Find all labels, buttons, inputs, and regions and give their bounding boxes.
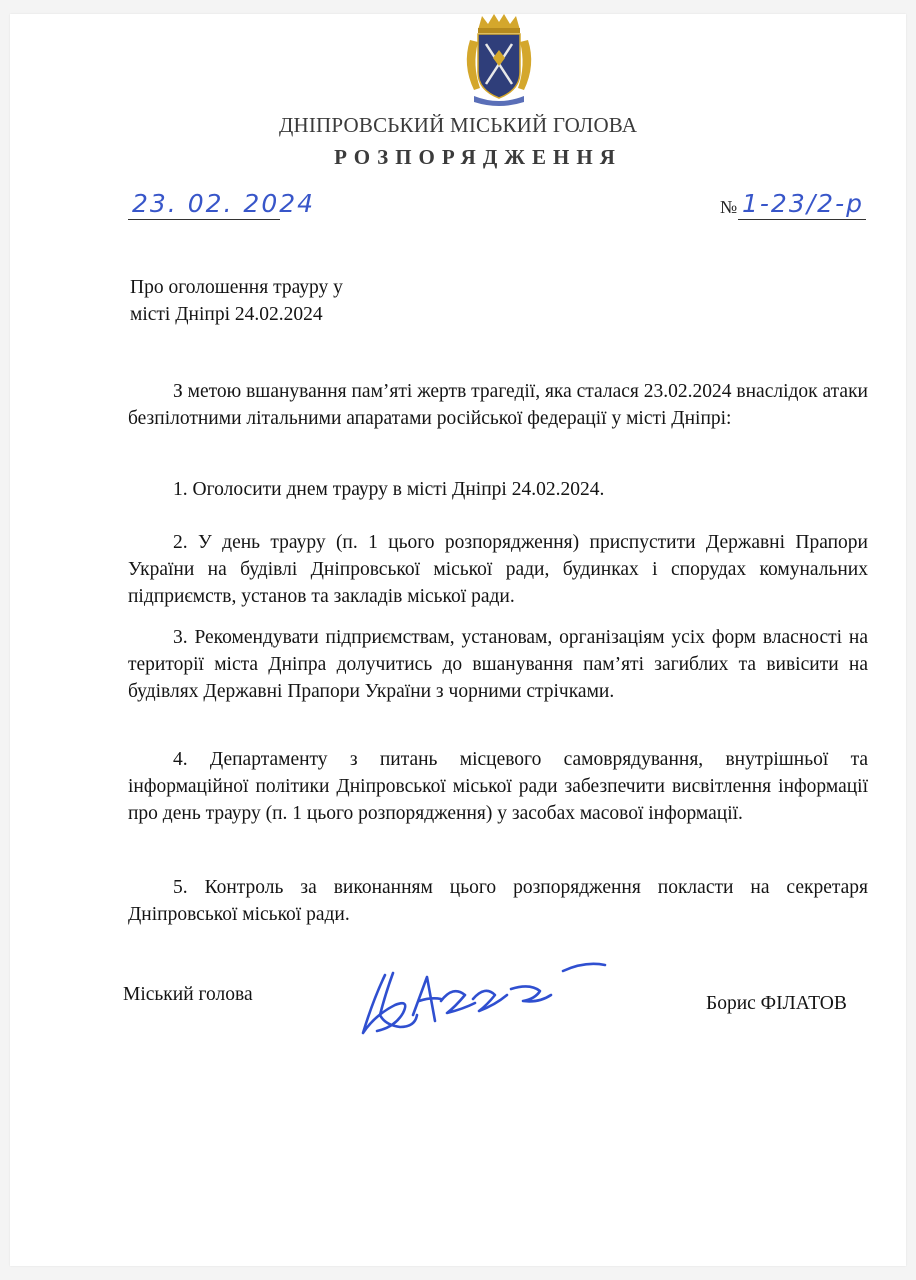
number-underline — [738, 219, 866, 220]
document-type: РОЗПОРЯДЖЕННЯ — [334, 145, 622, 169]
item-3: 3. Рекомендувати підприємствам, установам, організаціям усіх форм власності на території міста Дніпра долучитись до вшанування пам’яті загиблих та вивісити на будівлях Державні Прапори України з чорними стрічками. — [128, 627, 868, 702]
document-subject — [130, 274, 343, 328]
signatory-name: Борис ФІЛАТОВ — [706, 993, 847, 1014]
dnipro-coat-of-arms-icon — [458, 10, 540, 108]
item-2: 2. У день трауру (п. 1 цього розпорядження) приспустити Державні Прапори України на будівлі Дніпровської міської ради, будинках і спорудах комунальних підприємств, установ та закладів міської ради. — [128, 532, 868, 607]
organization-title: ДНІПРОВСЬКИЙ МІСЬКИЙ ГОЛОВА — [278, 113, 638, 137]
intro-paragraph: З метою вшанування пам’яті жертв трагедії, яка сталася 23.02.2024 внаслідок атаки безпілотними літальними апаратами російської федерації у місті Дніпрі: — [128, 381, 868, 429]
handwritten-signature — [355, 955, 610, 1045]
item-5: 5. Контроль за виконанням цього розпорядження покласти на секретаря Дніпровської міської ради. — [128, 877, 868, 925]
document-date: 23. 02. 2024 — [132, 189, 316, 218]
subject-line-2: місті Дніпрі 24.02.2024 — [130, 304, 323, 325]
date-underline — [128, 219, 280, 220]
subject-line-1: Про оголошення трауру у — [130, 277, 343, 298]
item-4: 4. Департаменту з питань місцевого самоврядування, внутрішньої та інформаційної політики Дніпровської міської ради забезпечити висвітлення інформації про день трауру (п. 1 цього розпорядження) у засобах масової інформації. — [128, 749, 868, 824]
item-1: 1. Оголосити днем трауру в місті Дніпрі 24.02.2024. — [173, 479, 605, 500]
signatory-title: Міський голова — [123, 984, 253, 1005]
number-label: № — [720, 197, 738, 217]
document-number: 1-23/2-р — [742, 189, 864, 218]
